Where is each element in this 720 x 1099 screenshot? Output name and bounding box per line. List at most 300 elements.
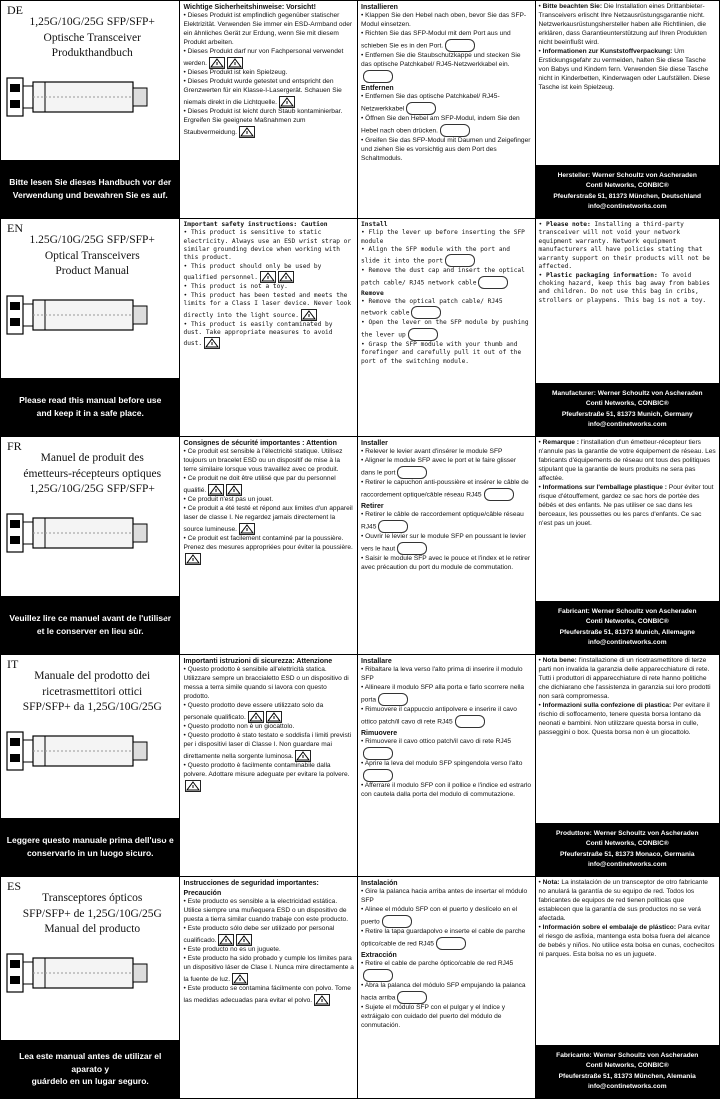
warranty-note-label: Nota: bbox=[542, 879, 560, 886]
install-step-figure bbox=[382, 915, 412, 928]
safety-icons bbox=[208, 484, 242, 496]
warranty-note-label: Nota bene: bbox=[542, 657, 577, 664]
safety-item bbox=[183, 48, 354, 69]
qualified-personnel-icon bbox=[227, 57, 243, 69]
remove-step bbox=[361, 555, 532, 573]
safety-heading: Consignes de sécurité importantes : Attention bbox=[183, 440, 337, 447]
warranty-note: • Please note: Installing a third-party transceiver will not void your network equipment warranty. Network equipment manufacturers all have policies stating that warranty support on their products will not be affected. bbox=[538, 221, 710, 271]
safety-item bbox=[183, 292, 354, 321]
esd-warning-icon bbox=[218, 934, 234, 946]
install-step-figure bbox=[484, 488, 514, 501]
manufacturer-line: Hersteller: Werner Schoultz von Ascheraden bbox=[557, 172, 697, 180]
notes-block bbox=[539, 439, 716, 601]
product-title-line: Produkthandbuch bbox=[51, 47, 133, 60]
product-title-line: Manual del producto bbox=[44, 923, 141, 936]
remove-step bbox=[361, 319, 532, 340]
install-step-text: Ribaltare la leva verso l'alto prima di inserire il modulo SFP bbox=[361, 666, 523, 683]
plastic-packaging-note: • Información sobre el embalaje de plástico: Para evitar el riesgo de asfixia, mantenga esta bolsa fuera del alcance de bebés y niños. No utilice esta bolsa en cunas, cochecitos ni parques. Esta bolsa no es un juguete. bbox=[538, 923, 715, 958]
install-step bbox=[361, 229, 532, 246]
manufacturer-line: Pfeuferstraße 51, 81373 München, Alemania bbox=[558, 1072, 696, 1080]
notes-column bbox=[536, 655, 719, 876]
manufacturer-block bbox=[536, 823, 719, 876]
remove-step-text: Open the lever on the SFP module by pushing the lever up bbox=[361, 319, 529, 339]
notes-column bbox=[536, 437, 719, 654]
manufacturer-line: Conti Networks, CONBIC® bbox=[585, 400, 669, 408]
install-step-figure bbox=[378, 693, 408, 706]
remove-step-text: Rimuovere il cavo ottico patch/il cavo di rete RJ45 bbox=[365, 738, 512, 745]
product-title bbox=[1, 437, 179, 498]
manufacturer-line: Conti Networks, CONBIC® bbox=[585, 618, 669, 626]
safety-column bbox=[180, 1, 358, 218]
remove-step-text: Grasp the SFP module with your thumb and forefinger and carefully pull it out of the port of the switching module. bbox=[361, 340, 522, 365]
remove-step bbox=[361, 738, 532, 760]
banner-line: Lea este manual antes de utilizar el aparato y bbox=[19, 1050, 162, 1074]
manufacturer-block bbox=[536, 601, 719, 654]
read-manual-banner bbox=[1, 1040, 179, 1098]
install-column bbox=[358, 655, 536, 876]
product-title-line: 1,25G/10G/25G SFP/SFP+ bbox=[29, 483, 155, 496]
laser-icons bbox=[301, 309, 317, 321]
safety-heading: Instrucciones de seguridad importantes: bbox=[183, 880, 319, 887]
install-step-text: Relever le levier avant d'insérer le module SFP bbox=[365, 448, 503, 456]
read-manual-banner bbox=[1, 596, 179, 654]
remove-step bbox=[361, 760, 532, 782]
qualified-personnel-icon bbox=[278, 271, 294, 283]
plastic-packaging-note: • Informazioni sulla confezione di plastica: Per evitare il rischio di soffocamento, tenere questa borsa lontano da neonati e bambini. Non utilizzare questa borsa in culle, passeggini o box. Questa borsa non è un giocattolo. bbox=[538, 701, 710, 736]
warranty-note-text: Installing a third-party transceiver will not void your network equipment warranty. Network equipment manufacturers all have policies stating that warranty support on their products will not be affected. bbox=[538, 221, 710, 271]
install-step-text: Retirer le capuchon anti-poussière et insérer le câble de raccordement optique/câble réseau RJ45 bbox=[361, 479, 529, 499]
manufacturer-line: Pfeuferstraße 51, 81373 Monaco, Germania bbox=[560, 850, 695, 858]
safety-item bbox=[183, 475, 354, 496]
safety-item-text: Questo prodotto è stato testato e soddisfa i limiti previsti per i dispositivi laser di Classe I. Non guardare mai direttamente nella sorgente luminosa. bbox=[183, 731, 352, 760]
read-manual-banner bbox=[1, 160, 179, 218]
safety-item-text: Este producto se contamina fácilmente con polvo. Tome las medidas adecuadas para evitar el polvo. bbox=[183, 984, 351, 1004]
laser-icons bbox=[232, 973, 248, 985]
remove-step-figure bbox=[406, 102, 436, 115]
remove-step-figure bbox=[378, 520, 408, 533]
dust-icons bbox=[185, 780, 201, 792]
section-es bbox=[1, 877, 719, 1098]
install-step bbox=[361, 906, 532, 928]
banner-line: Leggere questo manuale prima dell'uso e bbox=[6, 835, 174, 846]
install-step bbox=[361, 448, 532, 457]
install-step bbox=[361, 684, 532, 706]
safety-item-text: Questo prodotto è facilmente contaminabile dalla polvere. Adottare misure adeguate per evitare la polvere. bbox=[183, 761, 350, 778]
remove-heading: Rimuovere bbox=[361, 729, 398, 737]
remove-step-figure bbox=[411, 306, 441, 319]
dust-icons bbox=[314, 994, 330, 1006]
laser-icons bbox=[279, 96, 295, 108]
install-column bbox=[358, 219, 536, 436]
safety-item bbox=[183, 666, 354, 702]
remove-heading: Extracción bbox=[361, 951, 397, 959]
safety-column bbox=[180, 437, 358, 654]
manufacturer-block bbox=[536, 1045, 719, 1098]
banner-line: Bitte lesen Sie dieses Handbuch vor der bbox=[9, 177, 172, 188]
language-code: IT bbox=[7, 657, 19, 671]
laser-icons bbox=[295, 750, 311, 762]
dust-warning-icon bbox=[314, 994, 330, 1006]
remove-step bbox=[361, 298, 532, 319]
remove-step bbox=[361, 960, 532, 982]
plastic-note-text: To avoid choking hazard, keep this bag away from babies and children. Do not use this bag in cribs, strollers or playpens. This bag is not a toy. bbox=[538, 271, 710, 304]
safety-item-text: Ce produit a été testé et répond aux limites d'un appareil laser de classe I. Ne regardez jamais directement la source lumineuse. bbox=[183, 504, 353, 533]
safety-item bbox=[183, 946, 354, 955]
safety-item-text: Ce produit est facilement contaminé par la poussière. Prenez des mesures appropriées pour éviter la poussière. bbox=[183, 534, 353, 551]
install-step bbox=[361, 52, 532, 83]
remove-step-text: Öffnen Sie den Hebel am SFP-Modul, indem Sie den Hebel nach oben drücken. bbox=[361, 114, 520, 135]
safety-item bbox=[183, 985, 354, 1006]
manufacturer-line: info@continetworks.com bbox=[587, 638, 667, 646]
qualified-personnel-icon bbox=[226, 484, 242, 496]
safety-item bbox=[183, 12, 354, 48]
safety-item-text: Questo prodotto è sensibile all'elettricità statica. Utilizzare sempre un braccialetto ESD o un dispositivo di messa a terra simile quando si lavora con questo prodotto. bbox=[183, 666, 349, 700]
remove-step bbox=[361, 1004, 532, 1031]
esd-warning-icon bbox=[248, 711, 264, 723]
plastic-note-text: Um Erstickungsgefahr zu vermeiden, halten Sie diese Tasche von Babys und Kindern fern. Verwenden Sie diese Tasche nicht in Kinderbetten, Kinderwagen oder Laufställen. Diese Tasche ist kein Spielzeug. bbox=[538, 47, 711, 91]
warranty-note-text: l'installazione di un ricetrasmettitore di terze parti non invalida la garanzia delle apparecchiature di rete. Tutti i produttori di apparecchiature di rete hanno politiche che dichiarano che l'assistenza in garanzia sui loro prodotti non sarà compromessa. bbox=[538, 657, 711, 700]
remove-step-text: Abra la palanca del módulo SFP empujando la palanca hacia arriba bbox=[361, 981, 526, 1002]
install-step-text: Alinee el módulo SFP con el puerto y deslícelo en el puerto bbox=[361, 906, 518, 926]
plastic-note-text: Para evitar el riesgo de asfixia, mantenga esta bolsa fuera del alcance de bebés y niños. No utilice esta bolsa en cunas, cochecitos ni parques. Esta bolsa no es un juguete. bbox=[538, 923, 715, 958]
safety-item bbox=[183, 925, 354, 946]
esd-warning-icon bbox=[208, 484, 224, 496]
install-column bbox=[358, 437, 536, 654]
read-manual-banner bbox=[1, 378, 179, 436]
manufacturer-line: Pfeuferstraße 51, 81373 Munich, Allemagne bbox=[559, 628, 695, 636]
manufacturer-line: info@continetworks.com bbox=[587, 1082, 667, 1090]
product-title bbox=[1, 877, 179, 938]
product-title-line: émetteurs-récepteurs optiques bbox=[23, 467, 162, 480]
safety-item-text: Dieses Produkt darf nur von Fachpersonal verwendet werden. bbox=[183, 47, 344, 67]
product-title bbox=[1, 1, 179, 62]
safety-item bbox=[183, 535, 354, 565]
dust-warning-icon bbox=[204, 337, 220, 349]
sfp-module-illustration bbox=[1, 938, 179, 1040]
install-step-figure bbox=[455, 715, 485, 728]
sfp-module-illustration bbox=[1, 716, 179, 818]
warranty-note-label: Bitte beachten Sie: bbox=[542, 3, 603, 10]
safety-item-text: This product should only be used by qualified personnel. bbox=[183, 262, 322, 282]
dust-icons bbox=[239, 126, 255, 138]
remove-step-figure bbox=[397, 542, 427, 555]
remove-step-text: Retirer le câble de raccordement optique/câble réseau RJ45 bbox=[361, 511, 524, 531]
plastic-note-label: Informationen zur Kunststoffverpackung: bbox=[542, 47, 673, 55]
warranty-note: • Bitte beachten Sie: Die Installation eines Drittanbieter-Transceivers erlischt Ihre Netzausrüstungsgarantie nicht. Netzwerkausrüstungshersteller haben alle Richtlinien, die erklären, dass Garantieunterstützung auf Ihren Produkten nicht beeinflußt wird. bbox=[538, 3, 707, 46]
install-step-text: Align the SFP module with the port and slide it into the port bbox=[361, 246, 511, 265]
install-heading: Instalación bbox=[361, 880, 398, 887]
remove-step-text: Greifen Sie das SFP-Modul mit Daumen und Zeigefinger und ziehen Sie es vorsichtig aus dem Port des Schaltmoduls. bbox=[361, 136, 531, 162]
safety-item bbox=[183, 898, 354, 925]
product-title-line: Manuel de produit des bbox=[40, 452, 144, 464]
dust-warning-icon bbox=[185, 780, 201, 792]
qualified-personnel-icon bbox=[266, 711, 282, 723]
safety-item bbox=[183, 263, 354, 283]
remove-step bbox=[361, 511, 532, 533]
dust-warning-icon bbox=[185, 553, 201, 565]
product-title-line: Optical Transceivers bbox=[44, 249, 140, 262]
manufacturer-line: Conti Networks, CONBIC® bbox=[585, 182, 669, 190]
safety-item-text: This product is sensitive to static electricity. Always use an ESD wrist strap or similar grounding device when working with this product. bbox=[183, 229, 352, 262]
manufacturer-line: Pfeuferstraße 51, 81373 München, Deutschland bbox=[553, 192, 702, 200]
install-step-text: Klappen Sie den Hebel nach oben, bevor Sie das SFP-Modul einsetzen. bbox=[361, 12, 527, 29]
install-step-text: Retire la tapa guardapolvo e inserte el cable de parche óptico/cable de red RJ45 bbox=[361, 927, 526, 948]
sfp-module-illustration bbox=[1, 498, 179, 596]
safety-item-text: This product is easily contaminated by dust. Take appropriate measures to avoid dust. bbox=[183, 320, 333, 348]
install-step bbox=[361, 457, 532, 479]
remove-step-figure bbox=[363, 969, 393, 982]
install-step bbox=[361, 706, 532, 728]
language-code: ES bbox=[7, 879, 22, 893]
warranty-note-label: Remarque : bbox=[542, 439, 579, 446]
safety-item bbox=[183, 496, 354, 505]
remove-heading: Remove bbox=[361, 289, 384, 297]
install-step bbox=[361, 666, 532, 684]
install-step-figure bbox=[445, 254, 475, 267]
warranty-note-label: Please note: bbox=[545, 221, 591, 228]
product-title-line: Manuale del prodotto dei bbox=[34, 670, 151, 682]
notes-block bbox=[539, 221, 716, 383]
manufacturer-block bbox=[536, 165, 719, 218]
laser-warning-icon bbox=[279, 96, 295, 108]
safety-column bbox=[180, 655, 358, 876]
manufacturer-line: Fabricante: Werner Schoultz von Ascheraden bbox=[556, 1052, 699, 1060]
title-column bbox=[1, 437, 180, 654]
title-column bbox=[1, 1, 180, 218]
install-step-figure bbox=[445, 39, 475, 52]
manufacturer-line: Manufacturer: Werner Schoultz von Ascheraden bbox=[551, 390, 703, 398]
install-step bbox=[361, 246, 532, 267]
remove-step bbox=[361, 93, 532, 115]
plastic-packaging-note: • Plastic packaging information: To avoid choking hazard, keep this bag away from babies and children. Do not use this bag in cribs, strollers or playpens. This bag is not a toy. bbox=[538, 271, 710, 304]
safety-item bbox=[183, 702, 354, 723]
remove-step-figure bbox=[440, 124, 470, 137]
banner-line: conservarlo in un luogo sicuro. bbox=[26, 848, 154, 858]
safety-subheading: Precaución bbox=[183, 890, 222, 898]
safety-item-text: Este producto ha sido probado y cumple los límites para un dispositivo láser de Clase I. Nunca mire directamente a la fuente de luz. bbox=[183, 954, 354, 983]
product-title bbox=[1, 219, 179, 280]
warranty-note-text: Die Installation eines Drittanbieter-Transceivers erlischt Ihre Netzausrüstungsgarantie nicht. Netzwerkausrüstungshersteller haben alle Richtlinien, die erklären, dass Garantieunterstützung auf Ihren Produkten nicht beeinflußt wird. bbox=[538, 3, 707, 46]
laser-icons bbox=[239, 523, 255, 535]
language-code: FR bbox=[7, 439, 22, 453]
remove-heading: Retirer bbox=[361, 502, 384, 510]
safety-item-text: Ce produit est sensible à l'électricité statique. Utilisez toujours un bracelet ESD ou un dispositif de mise à la terre similaire lorsque vous travaillez avec ce produit. bbox=[183, 448, 343, 473]
safety-column bbox=[180, 877, 358, 1098]
product-title-line: Transceptores ópticos bbox=[42, 892, 143, 904]
install-heading: Installieren bbox=[361, 4, 398, 11]
safety-item-text: Dieses Produkt ist leicht durch Staub kontaminierbar. Ergreifen Sie geeignete Maßnahmen zum Staubvermeidung. bbox=[183, 107, 343, 136]
dust-warning-icon bbox=[239, 126, 255, 138]
product-title-line: SFP/SFP+ da 1,25G/10G/25G bbox=[22, 701, 162, 714]
remove-step-text: Ouvrir le levier sur le module SFP en poussant le levier vers le haut bbox=[361, 533, 526, 553]
esd-warning-icon bbox=[260, 271, 276, 283]
manufacturer-block bbox=[536, 383, 719, 436]
banner-line: Veuillez lire ce manuel avant de l'utiliser bbox=[9, 613, 172, 624]
manufacturer-line: Conti Networks, CONBIC® bbox=[585, 1062, 669, 1070]
safety-item-text: Dieses Produkt ist kein Spielzeug. bbox=[187, 68, 288, 76]
safety-icons bbox=[260, 271, 294, 283]
product-title-line: 1,25G/10G/25G SFP/SFP+ bbox=[29, 16, 155, 28]
plastic-note-text: Per evitare il rischio di soffocamento, tenere questa borsa lontano da neonati e bambini. Non utilizzare questa borsa in culle, passeggini o box. Questa borsa non è un giocattolo. bbox=[538, 701, 710, 736]
install-step-text: Entfernen Sie die Staubschutzkappe und stecken Sie das optische Patchkabel/ RJ45-Netzwerkkabel ein. bbox=[361, 51, 521, 68]
remove-step-text: Entfernen Sie das optische Patchkabel/ RJ45-Netzwerkkabel bbox=[361, 92, 500, 113]
install-step-figure bbox=[397, 466, 427, 479]
plastic-note-text: Pour éviter tout risque d'étouffement, gardez ce sac hors de portée des bébés et des enfants. Ne pas utiliser ce sac dans les berceaux, les poussettes ou les parcs d'enfants. Ce sac n'est pas un jouet. bbox=[538, 483, 714, 527]
dust-icons bbox=[204, 337, 220, 349]
safety-item-text: Ce produit ne doit être utilisé que par du personnel qualifié. bbox=[183, 474, 336, 494]
safety-item bbox=[183, 229, 354, 263]
safety-item bbox=[183, 723, 354, 732]
safety-item-text: Dieses Produkt wurde getestet und entspricht den Grenzwerten für ein Klasse-I-Lasergerät. Schauen Sie niemals direkt in die Lichtquelle. bbox=[183, 77, 342, 106]
remove-step bbox=[361, 341, 532, 366]
manufacturer-line: info@continetworks.com bbox=[587, 202, 667, 210]
language-code: EN bbox=[7, 221, 23, 235]
install-step bbox=[361, 267, 532, 288]
install-step-figure bbox=[478, 276, 508, 289]
safety-heading: Important safety instructions: Caution bbox=[183, 221, 328, 228]
section-it bbox=[1, 655, 719, 877]
plastic-note-label: Informazioni sulla confezione di plastica: bbox=[542, 701, 672, 709]
manufacturer-line: Conti Networks, CONBIC® bbox=[585, 840, 669, 848]
plastic-packaging-note: • Informationen zur Kunststoffverpackung: Um Erstickungsgefahr zu vermeiden, halten Sie diese Tasche von Babys und Kindern fern. Verwenden Sie diese Tasche nicht in Kinderbetten, Kinderwagen oder Laufställen. Diese Tasche ist kein Spielzeug. bbox=[538, 47, 711, 91]
laser-warning-icon bbox=[295, 750, 311, 762]
sfp-module-illustration bbox=[1, 62, 179, 160]
notes-block bbox=[539, 3, 716, 165]
safety-item-text: Este producto no es un juguete. bbox=[187, 946, 281, 953]
install-column bbox=[358, 1, 536, 218]
install-step-text: Remove the dust cap and insert the optical patch cable/ RJ45 network cable bbox=[361, 267, 525, 287]
product-title-line: Product Manual bbox=[55, 265, 130, 278]
remove-step-figure bbox=[408, 328, 438, 341]
notes-column bbox=[536, 219, 719, 436]
safety-item-text: Este producto sólo debe ser utilizado por personal cualificado. bbox=[183, 925, 335, 944]
language-code: DE bbox=[7, 3, 23, 17]
warranty-note: • Nota bene: l'installazione di un ricetrasmettitore di terze parti non invalida la garanzia delle apparecchiature di rete. Tutti i produttori di apparecchiature di rete hanno politiche che dichiarano che l'assistenza in garanzia sui loro prodotti non sarà compromessa. bbox=[538, 657, 711, 700]
install-step bbox=[361, 479, 532, 501]
install-step-text: Aligner le module SFP avec le port et le faire glisser dans le port bbox=[361, 457, 517, 477]
manufacturer-line: Pfeuferstraße 51, 81373 Munich, Germany bbox=[561, 410, 693, 418]
install-step bbox=[361, 928, 532, 950]
notes-block bbox=[539, 879, 716, 1045]
dust-icons bbox=[185, 553, 201, 565]
notes-column bbox=[536, 1, 719, 218]
plastic-note-label: Informations sur l'emballage plastique : bbox=[542, 483, 667, 491]
remove-heading: Entfernen bbox=[361, 84, 394, 92]
safety-item bbox=[183, 448, 354, 475]
safety-item bbox=[183, 732, 354, 762]
notes-column bbox=[536, 877, 719, 1098]
warranty-note: • Remarque : l'installation d'un émetteur-récepteur tiers n'annule pas la garantie de votre équipement de réseau. Les fabricants d'équipements de réseau ont tous des politiques stipulant que la garantie de leurs produits ne sera pas affectée. bbox=[538, 439, 716, 482]
manufacturer-line: Fabricant: Werner Schoultz von Ascheraden bbox=[558, 608, 697, 616]
banner-line: Verwendung und bewahren Sie es auf. bbox=[12, 190, 168, 200]
remove-step bbox=[361, 982, 532, 1004]
remove-step bbox=[361, 115, 532, 137]
remove-step bbox=[361, 782, 532, 800]
install-step-figure bbox=[436, 937, 466, 950]
safety-item-text: Questo prodotto non è un giocattolo. bbox=[187, 722, 295, 730]
safety-item bbox=[183, 78, 354, 108]
laser-warning-icon bbox=[301, 309, 317, 321]
product-title-line: ricetrasmettitori ottici bbox=[42, 685, 143, 698]
product-title bbox=[1, 655, 179, 716]
notes-block bbox=[539, 657, 716, 823]
install-step-text: Gire la palanca hacia arriba antes de insertar el módulo SFP bbox=[361, 888, 528, 905]
remove-step-text: Afferrare il modulo SFP con il pollice e l'indice ed estrarlo con cautela dalla porta del modulo di commutazione. bbox=[361, 781, 532, 798]
title-column bbox=[1, 877, 180, 1098]
warranty-note: • Nota: La instalación de un transceptor de otro fabricante no anulará la garantía de su equipo de red. Todos los fabricantes de equipos de red tienen políticas que establecen que la garantía de sus productos no se verá afectada. bbox=[538, 879, 708, 922]
safety-item bbox=[183, 762, 354, 792]
safety-icons bbox=[248, 711, 282, 723]
safety-heading: Importanti istruzioni di sicurezza: Attenzione bbox=[183, 658, 333, 665]
section-fr bbox=[1, 437, 719, 655]
remove-step-figure bbox=[397, 991, 427, 1004]
safety-item-text: Este producto es sensible a la electricidad estática. Utilice siempre una muñequera ESD o un dispositivo de puesta a tierra similar cuando trabaje con este producto. bbox=[183, 898, 349, 924]
manufacturer-line: Produttore: Werner Schoultz von Ascheraden bbox=[555, 830, 699, 838]
install-heading: Installare bbox=[361, 658, 392, 665]
manufacturer-line: info@continetworks.com bbox=[587, 420, 667, 428]
install-column bbox=[358, 877, 536, 1098]
plastic-note-label: Información sobre el embalaje de plástico: bbox=[542, 923, 677, 931]
laser-warning-icon bbox=[239, 523, 255, 535]
qualified-personnel-icon bbox=[236, 934, 252, 946]
title-column bbox=[1, 219, 180, 436]
remove-step bbox=[361, 533, 532, 555]
product-title-line: Optische Transceiver bbox=[43, 31, 141, 44]
install-step bbox=[361, 888, 532, 906]
remove-step bbox=[361, 137, 532, 164]
safety-icons bbox=[209, 57, 243, 69]
section-en bbox=[1, 219, 719, 437]
banner-line: et le conserver en lieu sûr. bbox=[36, 626, 144, 636]
safety-item bbox=[183, 69, 354, 78]
safety-item-text: This product is not a toy. bbox=[190, 283, 288, 291]
esd-warning-icon bbox=[209, 57, 225, 69]
warranty-note-text: La instalación de un transceptor de otro fabricante no anulará la garantía de su equipo de red. Todos los fabricantes de equipos de red tienen políticas que establecen que la garantía de sus productos no se verá afectada. bbox=[538, 879, 708, 922]
remove-step-figure bbox=[363, 769, 393, 782]
plastic-note-label: Plastic packaging information: bbox=[545, 271, 658, 279]
banner-line: guárdelo en un lugar seguro. bbox=[31, 1076, 149, 1087]
safety-item-text: Ce produit n'est pas un jouet. bbox=[187, 495, 274, 503]
safety-item-text: This product has been tested and meets the limits for a Class I laser device. Never look directly into the light source. bbox=[183, 291, 352, 319]
safety-item-text: Dieses Produkt ist empfindlich gegenüber statischer Elektrizität. Verwenden Sie immer ein ESD-Armband oder ein ähnliches Gerät zur Erdung, wenn Sie mit diesem Produkt arbeiten. bbox=[183, 12, 353, 46]
safety-column bbox=[180, 219, 358, 436]
safety-item bbox=[183, 321, 354, 350]
remove-step-text: Retire el cable de parche óptico/cable de red RJ45 bbox=[365, 960, 514, 967]
install-step bbox=[361, 30, 532, 52]
install-step-text: Flip the lever up before inserting the SFP module bbox=[361, 229, 525, 245]
remove-step-text: Remove the optical patch cable/ RJ45 network cable bbox=[361, 298, 503, 317]
manufacturer-line: info@continetworks.com bbox=[587, 860, 667, 868]
plastic-packaging-note: • Informations sur l'emballage plastique : Pour éviter tout risque d'étouffement, gardez ce sac hors de portée des bébés et des enfants. Ne pas utiliser ce sac dans les berceaux, les poussettes ou les parcs d'enfants. Ce sac n'est pas un jouet. bbox=[538, 483, 714, 527]
safety-heading: Wichtige Sicherheitshinweise: Vorsicht! bbox=[183, 4, 316, 11]
safety-item bbox=[183, 505, 354, 535]
title-column bbox=[1, 655, 180, 876]
remove-step-text: Aprire la leva del modulo SFP spingendola verso l'alto bbox=[364, 759, 523, 767]
install-step-figure bbox=[363, 70, 393, 83]
safety-item bbox=[183, 955, 354, 985]
laser-warning-icon bbox=[232, 973, 248, 985]
read-manual-banner bbox=[1, 818, 179, 876]
safety-item bbox=[183, 108, 354, 138]
install-heading: Install bbox=[361, 221, 388, 228]
warranty-note-text: l'installation d'un émetteur-récepteur tiers n'annule pas la garantie de votre équipement de réseau. Les fabricants d'équipements de réseau ont tous des politiques stipulant que la garantie de leurs produits ne sera pas affectée. bbox=[538, 439, 716, 482]
remove-step-text: Saisir le module SFP avec le pouce et l'index et le retirer avec précaution du port du module de commutation. bbox=[361, 554, 531, 571]
safety-item bbox=[183, 283, 354, 291]
banner-line: Please read this manual before use bbox=[19, 395, 162, 406]
banner-line: and keep it in a safe place. bbox=[36, 408, 144, 418]
install-step-text: Rimuovere il cappuccio antipolvere e inserire il cavo ottico patch/il cavo di rete RJ45 bbox=[361, 705, 517, 726]
sfp-module-illustration bbox=[1, 280, 179, 378]
